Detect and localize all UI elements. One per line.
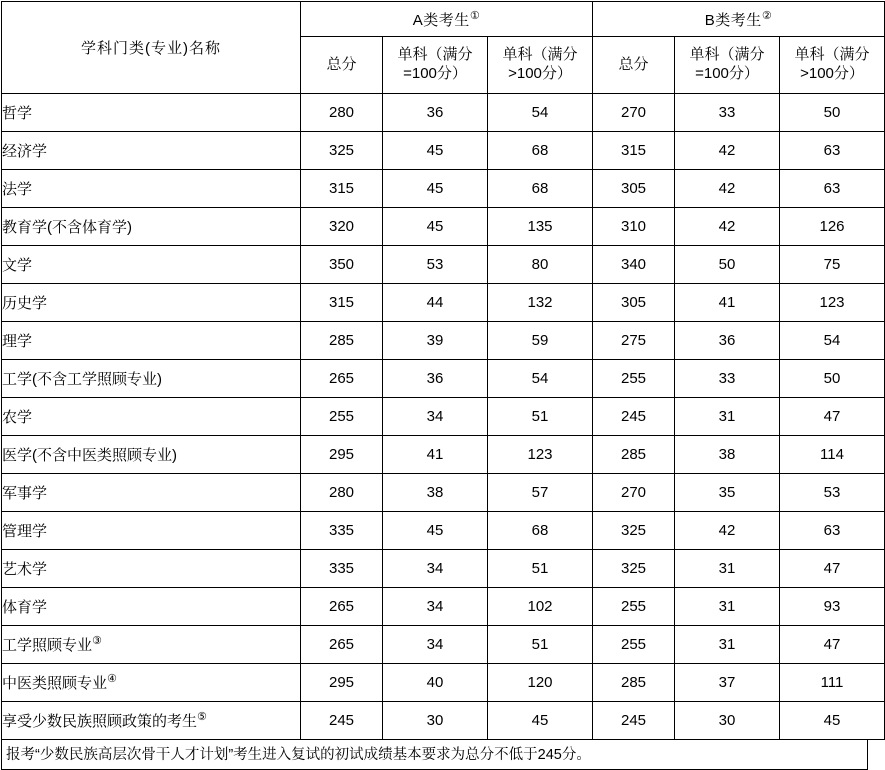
cell-b-subgt100: 75 [780, 246, 885, 284]
admission-score-table [1, 1, 885, 740]
cell-b-total: 325 [593, 512, 675, 550]
cell-b-subgt100: 45 [780, 702, 885, 740]
cell-a-sub100: 36 [383, 360, 488, 398]
cell-b-total: 270 [593, 474, 675, 512]
table-row [2, 436, 885, 474]
row-discipline-name: 享受少数民族照顾政策的考生⑤ [2, 702, 301, 740]
cell-b-subgt100: 50 [780, 360, 885, 398]
cell-b-subgt100: 63 [780, 132, 885, 170]
cell-a-subgt100: 102 [488, 588, 593, 626]
table-row [2, 626, 885, 664]
cell-b-sub100: 31 [675, 398, 780, 436]
row-discipline-name: 文学 [2, 246, 301, 284]
header-group-b-mark: ② [761, 9, 773, 22]
cell-a-subgt100: 51 [488, 398, 593, 436]
cell-b-total: 285 [593, 664, 675, 702]
cell-b-total: 255 [593, 360, 675, 398]
cell-a-sub100: 45 [383, 512, 488, 550]
cell-a-subgt100: 132 [488, 284, 593, 322]
cell-b-total: 315 [593, 132, 675, 170]
cell-a-total: 285 [301, 322, 383, 360]
header-group-a [301, 2, 593, 37]
cell-a-sub100: 45 [383, 208, 488, 246]
cell-b-total: 275 [593, 322, 675, 360]
cell-a-subgt100: 51 [488, 550, 593, 588]
table-row [2, 550, 885, 588]
cell-b-total: 255 [593, 588, 675, 626]
header-group-row [2, 2, 885, 37]
row-discipline-name: 中医类照顾专业④ [2, 664, 301, 702]
cell-a-subgt100: 68 [488, 132, 593, 170]
cell-b-sub100: 30 [675, 702, 780, 740]
cell-a-sub100: 38 [383, 474, 488, 512]
header-discipline-name-label: 学科门类(专业)名称 [81, 40, 221, 57]
cell-a-subgt100: 54 [488, 94, 593, 132]
cell-b-subgt100: 53 [780, 474, 885, 512]
row-discipline-name: 工学(不含工学照顾专业) [2, 360, 301, 398]
cell-b-sub100: 33 [675, 94, 780, 132]
header-group-a-label: A类考生 [412, 11, 470, 29]
table-row [2, 398, 885, 436]
cell-a-subgt100: 54 [488, 360, 593, 398]
cell-b-subgt100: 63 [780, 512, 885, 550]
header-b-subgt100: 单科（满分 >100分） [780, 37, 885, 94]
table-row [2, 284, 885, 322]
header-b-sub100: 单科（满分 =100分） [675, 37, 780, 94]
cell-b-subgt100: 47 [780, 398, 885, 436]
header-discipline-name [2, 2, 301, 94]
cell-a-total: 280 [301, 94, 383, 132]
cell-a-total: 265 [301, 360, 383, 398]
header-group-b-label: B类考生 [704, 11, 762, 29]
row-discipline-name: 理学 [2, 322, 301, 360]
score-table-page [0, 1, 870, 763]
cell-b-total: 285 [593, 436, 675, 474]
cell-a-subgt100: 135 [488, 208, 593, 246]
table-row [2, 322, 885, 360]
cell-a-total: 315 [301, 170, 383, 208]
row-discipline-name: 农学 [2, 398, 301, 436]
cell-b-total: 340 [593, 246, 675, 284]
table-row [2, 132, 885, 170]
cell-a-sub100: 44 [383, 284, 488, 322]
header-a-sub100: 单科（满分 =100分） [383, 37, 488, 94]
row-discipline-name: 管理学 [2, 512, 301, 550]
cell-b-total: 270 [593, 94, 675, 132]
cell-b-subgt100: 114 [780, 436, 885, 474]
cell-b-total: 325 [593, 550, 675, 588]
header-group-a-mark: ① [469, 9, 481, 22]
cell-b-total: 255 [593, 626, 675, 664]
cell-a-total: 335 [301, 512, 383, 550]
cell-b-subgt100: 47 [780, 550, 885, 588]
cell-a-total: 265 [301, 626, 383, 664]
cell-a-subgt100: 80 [488, 246, 593, 284]
header-a-subgt100: 单科（满分 >100分） [488, 37, 593, 94]
cell-a-sub100: 34 [383, 398, 488, 436]
cell-a-subgt100: 68 [488, 170, 593, 208]
table-row [2, 246, 885, 284]
header-b-total: 总分 [593, 37, 675, 94]
cell-a-sub100: 34 [383, 626, 488, 664]
cell-b-sub100: 33 [675, 360, 780, 398]
cell-b-total: 305 [593, 170, 675, 208]
cell-b-total: 305 [593, 284, 675, 322]
row-discipline-name: 经济学 [2, 132, 301, 170]
cell-b-sub100: 42 [675, 512, 780, 550]
cell-b-subgt100: 123 [780, 284, 885, 322]
cell-b-subgt100: 63 [780, 170, 885, 208]
cell-a-sub100: 53 [383, 246, 488, 284]
cell-a-total: 245 [301, 702, 383, 740]
cell-b-sub100: 37 [675, 664, 780, 702]
table-row [2, 170, 885, 208]
row-discipline-name: 艺术学 [2, 550, 301, 588]
row-discipline-name: 体育学 [2, 588, 301, 626]
cell-b-sub100: 35 [675, 474, 780, 512]
cell-a-total: 255 [301, 398, 383, 436]
table-row [2, 664, 885, 702]
cell-a-total: 350 [301, 246, 383, 284]
cell-a-sub100: 41 [383, 436, 488, 474]
table-row [2, 360, 885, 398]
header-group-b [593, 2, 885, 37]
cell-a-sub100: 40 [383, 664, 488, 702]
cell-a-total: 295 [301, 664, 383, 702]
cell-b-subgt100: 111 [780, 664, 885, 702]
cell-b-total: 310 [593, 208, 675, 246]
row-discipline-name: 法学 [2, 170, 301, 208]
row-discipline-name: 教育学(不含体育学) [2, 208, 301, 246]
cell-a-sub100: 39 [383, 322, 488, 360]
cell-b-sub100: 50 [675, 246, 780, 284]
cell-b-subgt100: 54 [780, 322, 885, 360]
table-row [2, 208, 885, 246]
cell-a-sub100: 36 [383, 94, 488, 132]
cell-a-sub100: 45 [383, 170, 488, 208]
table-row [2, 512, 885, 550]
table-header [2, 2, 885, 94]
cell-a-subgt100: 51 [488, 626, 593, 664]
cell-a-sub100: 30 [383, 702, 488, 740]
cell-b-subgt100: 93 [780, 588, 885, 626]
cell-b-sub100: 42 [675, 208, 780, 246]
cell-b-total: 245 [593, 398, 675, 436]
cell-a-total: 325 [301, 132, 383, 170]
table-footnote: 报考“少数民族高层次骨干人才计划”考生进入复试的初试成绩基本要求为总分不低于245分。 [1, 740, 868, 770]
cell-a-sub100: 45 [383, 132, 488, 170]
cell-a-subgt100: 57 [488, 474, 593, 512]
table-row [2, 702, 885, 740]
cell-b-sub100: 36 [675, 322, 780, 360]
cell-a-subgt100: 120 [488, 664, 593, 702]
cell-a-subgt100: 45 [488, 702, 593, 740]
row-discipline-name: 哲学 [2, 94, 301, 132]
table-body [2, 94, 885, 740]
cell-a-total: 315 [301, 284, 383, 322]
row-discipline-name: 军事学 [2, 474, 301, 512]
cell-b-subgt100: 50 [780, 94, 885, 132]
cell-a-total: 295 [301, 436, 383, 474]
cell-a-subgt100: 59 [488, 322, 593, 360]
cell-b-sub100: 31 [675, 550, 780, 588]
cell-a-total: 280 [301, 474, 383, 512]
row-discipline-name: 工学照顾专业③ [2, 626, 301, 664]
header-a-total: 总分 [301, 37, 383, 94]
cell-b-sub100: 42 [675, 170, 780, 208]
table-row [2, 94, 885, 132]
cell-b-subgt100: 126 [780, 208, 885, 246]
cell-b-sub100: 31 [675, 588, 780, 626]
cell-a-total: 320 [301, 208, 383, 246]
row-discipline-name: 医学(不含中医类照顾专业) [2, 436, 301, 474]
cell-b-total: 245 [593, 702, 675, 740]
cell-a-total: 265 [301, 588, 383, 626]
cell-a-subgt100: 123 [488, 436, 593, 474]
cell-b-sub100: 41 [675, 284, 780, 322]
cell-b-sub100: 42 [675, 132, 780, 170]
row-discipline-name: 历史学 [2, 284, 301, 322]
cell-a-sub100: 34 [383, 588, 488, 626]
cell-a-subgt100: 68 [488, 512, 593, 550]
table-row [2, 588, 885, 626]
cell-b-sub100: 38 [675, 436, 780, 474]
cell-a-sub100: 34 [383, 550, 488, 588]
cell-b-sub100: 31 [675, 626, 780, 664]
table-row [2, 474, 885, 512]
cell-a-total: 335 [301, 550, 383, 588]
cell-b-subgt100: 47 [780, 626, 885, 664]
